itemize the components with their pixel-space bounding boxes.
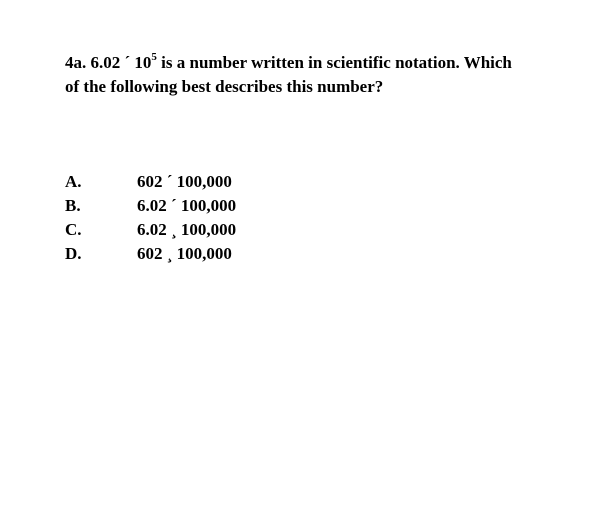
choice-letter: D. (65, 244, 82, 263)
choice-text: 6.02 ¸ 100,000 (137, 220, 237, 239)
choice-letter: A. (65, 172, 82, 191)
choice-text: 602 ´ 100,000 (137, 172, 232, 191)
answer-choices (65, 170, 236, 266)
choice-letter: B. (65, 196, 81, 215)
choice-c (65, 218, 236, 242)
choice-text: 6.02 ´ 100,000 (137, 196, 237, 215)
question-number: 4a. (65, 53, 87, 72)
choice-text: 602 ¸ 100,000 (137, 244, 232, 263)
choice-a (65, 170, 236, 194)
question-base: 6.02 ´ 10 (90, 53, 152, 72)
choice-letter: C. (65, 220, 82, 239)
question-text (65, 51, 525, 99)
question-exponent: 5 (151, 51, 157, 64)
choice-d (65, 242, 236, 266)
question-rest: is a number written in scientific notation. Which of the following best describes this number? (65, 53, 512, 96)
choice-b (65, 194, 236, 218)
